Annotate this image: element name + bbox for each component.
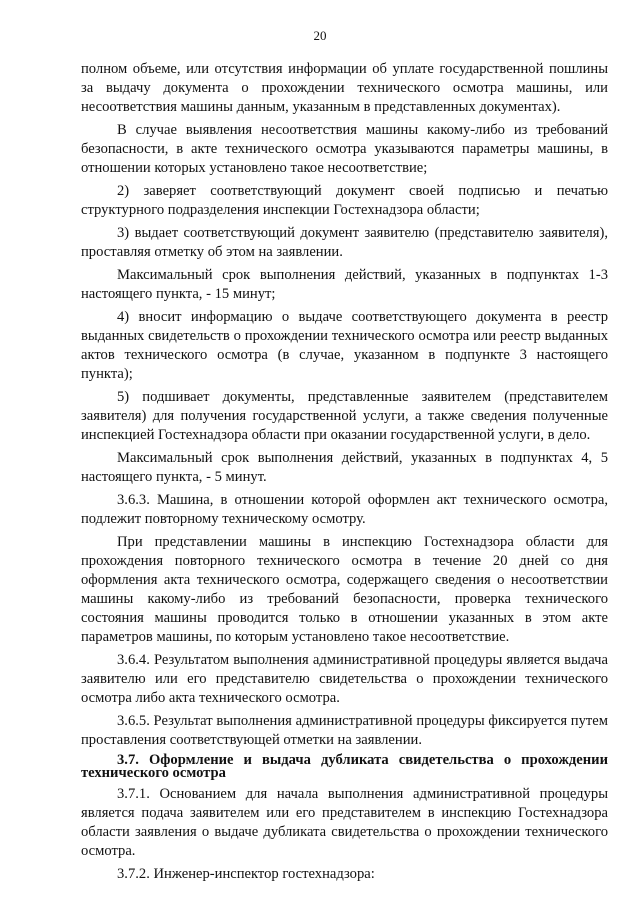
paragraph: 3.6.3. Машина, в отношении которой оформлен акт технического осмотра, подлежит повторному техническому осмотру.: [81, 492, 608, 527]
paragraph: 3.7.1. Основанием для начала выполнения административной процедуры является подача заявителем или его представителем в инспекцию Гостехнадзора области заявления о выдаче дубликата свидетельства о прохождении технического осмотра.: [81, 786, 608, 859]
paragraph: 3.6.5. Результат выполнения административной процедуры фиксируется путем проставления соответствующей отметки на заявлении.: [81, 713, 608, 748]
paragraph: При представлении машины в инспекцию Гостехнадзора области для прохождения повторного технического осмотра в течение 20 дней со дня оформления акта технического осмотра, содержащего сведения о несоответствии машины какому-либо из требований безопасности, проверка технического состояния машины проводится только в отношении указанных в этом акте параметров машины, по которым установлено такое несоответствие.: [81, 534, 608, 645]
section-heading: 3.7. Оформление и выдача дубликата свидетельства о прохождении технического осмотра: [81, 752, 608, 781]
document-body: [81, 60, 608, 888]
paragraph: 3.7.2. Инженер-инспектор гостехнадзора:: [117, 866, 375, 882]
page-number: 20: [313, 28, 327, 43]
paragraph: Максимальный срок выполнения действий, указанных в подпунктах 1-3 настоящего пункта, - 15 минут;: [81, 267, 608, 302]
paragraph: 3) выдает соответствующий документ заявителю (представителю заявителя), проставляя отметку об этом на заявлении.: [81, 225, 608, 260]
paragraph: 5) подшивает документы, представленные заявителем (представителем заявителя) для получения государственной услуги, а также сведения полученные инспекцией Гостехнадзора области при оказании государственной услуги, в дело.: [81, 389, 608, 443]
paragraph: 4) вносит информацию о выдаче соответствующего документа в реестр выданных свидетельств о прохождении технического осмотра или реестр выданных актов технического осмотра (в случае, указанном в подпункте 3 настоящего пункта);: [81, 309, 608, 382]
paragraph: полном объеме, или отсутствия информации об уплате государственной пошлины за выдачу документа о прохождении технического осмотра машины, или несоответствия машины данным, указанным в представленных документах).: [81, 61, 608, 115]
paragraph: 3.6.4. Результатом выполнения административной процедуры является выдача заявителю или его представителю свидетельства о прохождении технического осмотра либо акта технического осмотра.: [81, 652, 608, 706]
paragraph: В случае выявления несоответствия машины какому-либо из требований безопасности, в акте технического осмотра указываются параметры машины, в отношении которых установлено такое несоответствие;: [81, 122, 608, 176]
paragraph: Максимальный срок выполнения действий, указанных в подпунктах 4, 5 настоящего пункта, - 5 минут.: [81, 450, 608, 485]
paragraph: 2) заверяет соответствующий документ своей подписью и печатью структурного подразделения инспекции Гостехнадзора области;: [81, 183, 608, 218]
